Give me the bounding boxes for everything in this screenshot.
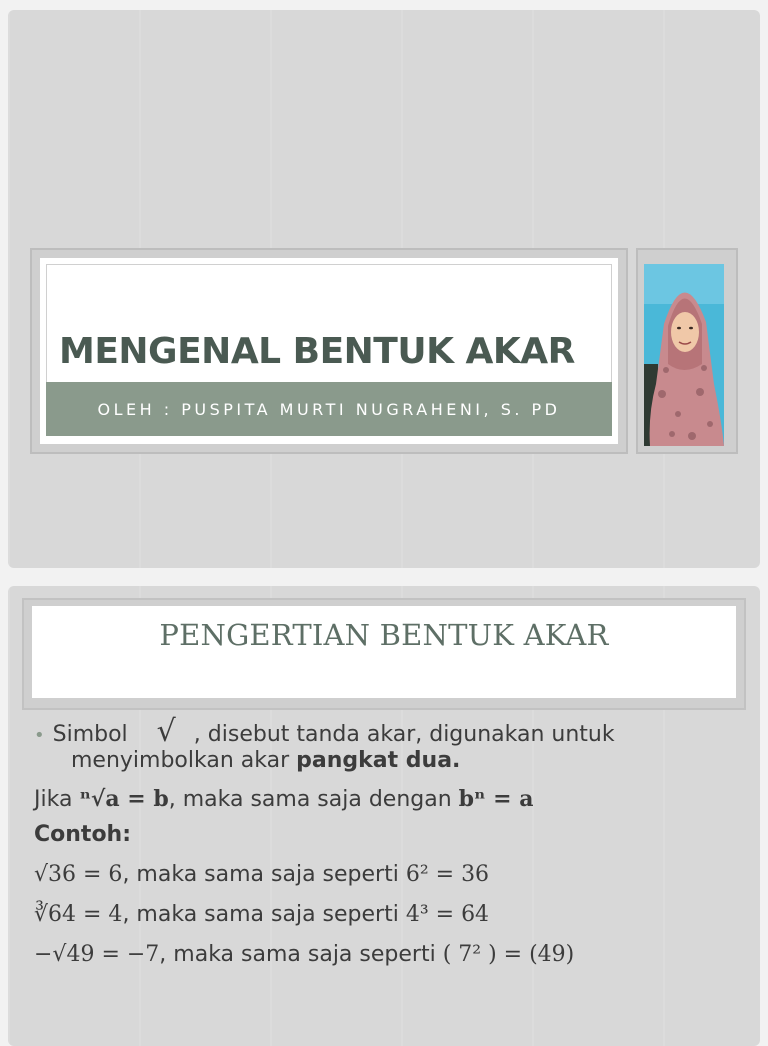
photo-frame [636,248,738,454]
slide-title: MENGENAL BENTUK AKAR [59,331,575,372]
example-2-text: , maka sama saja seperti [122,902,406,927]
heading-card [32,606,736,698]
example-1 [34,862,489,887]
sqrt-symbol: √ [156,714,176,749]
definition-eq1: ⁿ√a = b [79,786,169,812]
title-card [40,258,618,444]
slide-subtitle: OLEH : PUSPITA MURTI NUGRAHENI, S. PD [97,399,561,419]
bullet-line-2 [71,748,460,773]
author-photo [644,264,724,446]
subtitle-bar [46,382,612,436]
content-slide [8,586,760,1046]
bullet-line-1 [34,714,615,749]
definition-eq2: bⁿ = a [458,786,534,812]
bullet-text-pre: Simbol [52,722,128,747]
title-slide [8,10,760,568]
example-3 [34,942,574,967]
slide-heading: PENGERTIAN BENTUK AKAR [159,618,609,652]
bullet-line2-bold: pangkat dua. [296,748,461,773]
title-frame [30,248,628,454]
bullet-dot-icon: • [34,725,45,746]
example-1-math: √36 = 6 [34,862,123,887]
example-2-math2: 4³ = 64 [405,902,490,927]
contoh-label: Contoh: [34,822,132,847]
example-2-math: ∛64 = 4 [34,902,123,927]
author-photo-illustration [644,264,724,446]
bullet-text-post: , disebut tanda akar, digunakan untuk [193,722,615,747]
definition-pre: Jika [34,787,80,812]
bullet-line2-text: menyimbolkan akar [71,748,297,773]
example-1-math2: 6² = 36 [405,862,490,887]
example-3-math2: ( 7² ) = (49) [442,942,575,967]
title-area [46,264,612,382]
heading-frame [22,598,746,710]
example-3-math: −√49 = −7 [34,942,160,967]
example-3-text: , maka sama saja seperti [159,942,443,967]
example-1-text: , maka sama saja seperti [122,862,406,887]
definition-line [34,786,533,812]
definition-mid: , maka sama saja dengan [168,787,459,812]
example-2 [34,902,489,927]
